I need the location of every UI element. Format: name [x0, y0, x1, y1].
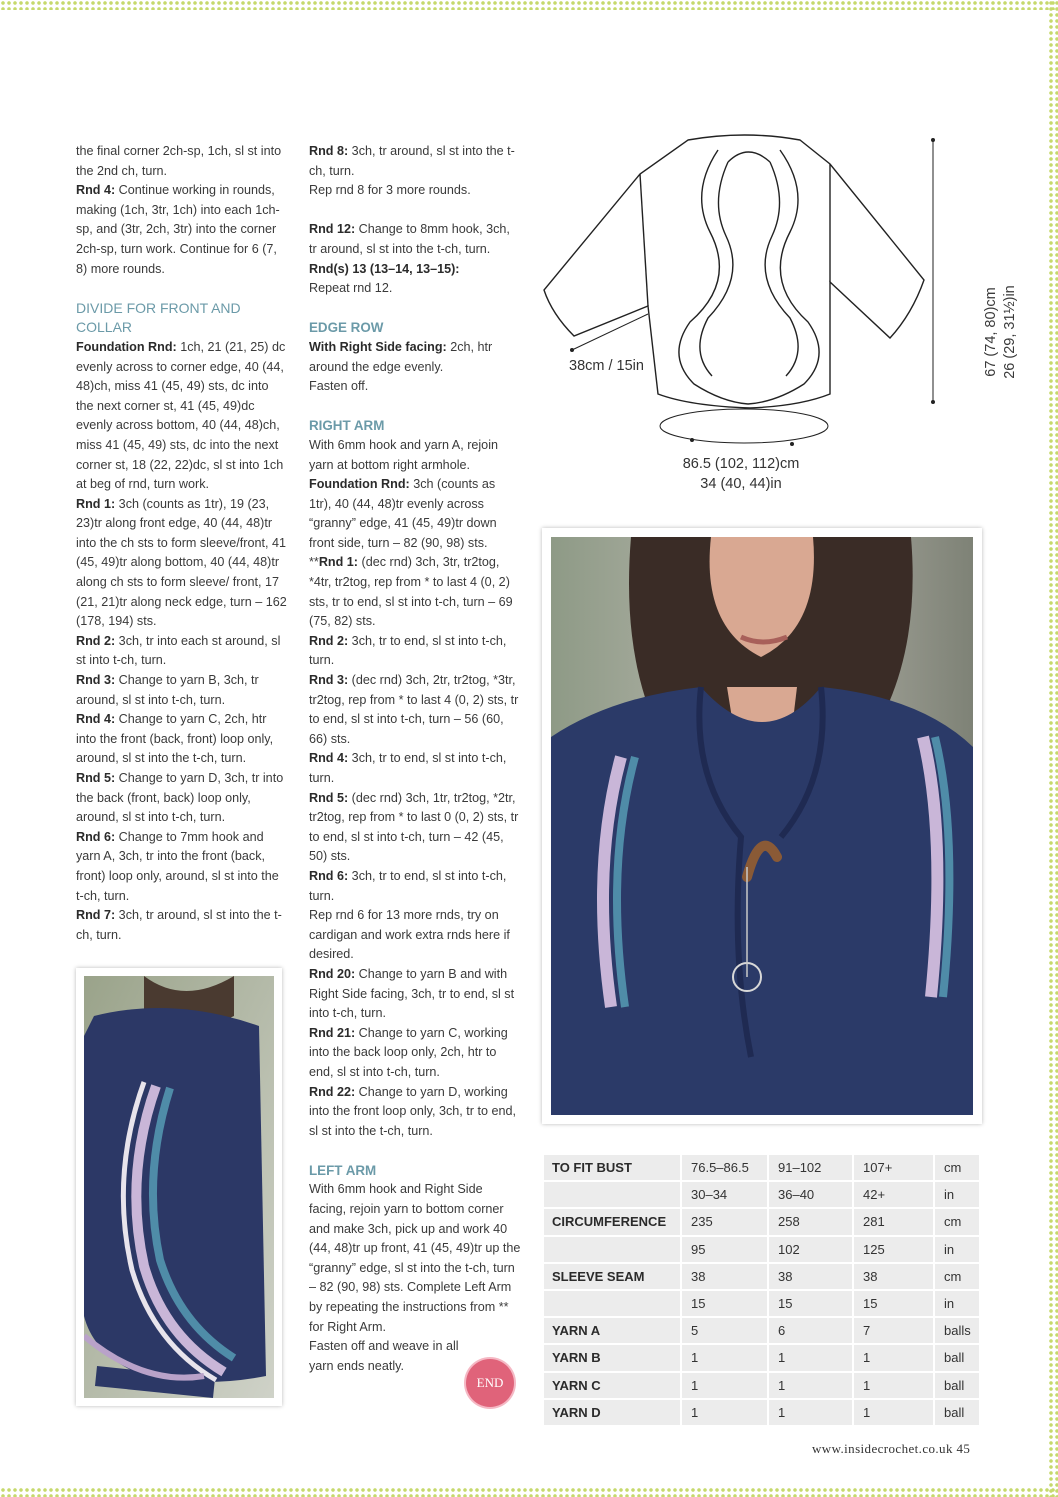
length-dot-bottom — [931, 400, 935, 404]
size-table-cell-v2: 15 — [769, 1291, 854, 1318]
sleeve-dot — [570, 348, 574, 352]
circ-dot-left — [690, 438, 694, 442]
size-table-cell-v1: 95 — [682, 1237, 769, 1264]
size-table-cell-unit: cm — [935, 1209, 981, 1236]
rnd8-repeat: Rep rnd 8 for 3 more rounds. — [309, 183, 471, 198]
size-table-cell-v3: 107+ — [854, 1155, 935, 1182]
size-table-cell-v2: 1 — [769, 1373, 854, 1400]
size-table-cell-label — [544, 1291, 682, 1318]
size-table-cell-v3: 1 — [854, 1373, 935, 1400]
size-table-cell-v2: 38 — [769, 1264, 854, 1291]
length-dot-top — [931, 138, 935, 142]
size-table-cell-v1: 30–34 — [682, 1182, 769, 1209]
divide-heading: DIVIDE FOR FRONT AND COLLAR — [76, 299, 241, 336]
size-table-row — [544, 1400, 981, 1427]
size-table-row — [544, 1291, 981, 1318]
decorative-dot-border-right — [1048, 0, 1058, 1497]
size-table-cell-v3: 1 — [854, 1345, 935, 1372]
size-table-cell-v2: 6 — [769, 1318, 854, 1345]
ra-rnd6: Rnd 6: 3ch, tr to end, sl st into t-ch, turn. — [309, 868, 507, 903]
sleeve-measurement: 38cm / 15in — [569, 358, 644, 374]
ra-rnd5: Rnd 5: (dec rnd) 3ch, 1tr, tr2tog, *2tr, tr2tog, rep from * to last 0 (0, 2) sts, tr to end, sl st into t-ch, turn – 42 (45, 50) sts. — [309, 790, 519, 864]
left-arm-heading: LEFT ARM — [309, 1162, 377, 1178]
size-table-cell-v3: 1 — [854, 1400, 935, 1427]
size-table-cell-v2: 1 — [769, 1345, 854, 1372]
intro-text: the final corner 2ch-sp, 1ch, sl st into the 2nd ch, turn. — [76, 144, 282, 178]
rnd3-instruction: Rnd 3: Change to yarn B, 3ch, tr around, sl st into t-ch, turn. — [76, 673, 259, 707]
size-table-row — [544, 1237, 981, 1264]
size-table-cell-unit: balls — [935, 1318, 981, 1345]
size-table-cell-v2: 36–40 — [769, 1182, 854, 1209]
size-table-cell-unit: in — [935, 1182, 981, 1209]
size-table-cell-v3: 125 — [854, 1237, 935, 1264]
size-table-cell-v1: 1 — [682, 1345, 769, 1372]
size-table-cell-label — [544, 1182, 682, 1209]
ra-foundation: Foundation Rnd: 3ch (counts as 1tr), 40 (44, 48)tr evenly across “granny” edge, 41 (45, 49)tr down front side, turn – 82 (90, 98) sts. — [309, 477, 497, 550]
size-table-cell-label: SLEEVE SEAM — [544, 1264, 682, 1291]
sleeve-seam-left — [640, 174, 648, 306]
rnd5-instruction: Rnd 5: Change to yarn D, 3ch, tr into the back (front, back) loop only, around, sl st into t-ch, turn. — [76, 771, 284, 825]
rnd13-label: Rnd(s) 13 (13–14, 13–15): — [309, 261, 460, 276]
size-table-cell-unit: cm — [935, 1264, 981, 1291]
edge-row-instruction: With Right Side facing: 2ch, htr around the edge evenly. — [309, 339, 493, 374]
ra-rnd1: **Rnd 1: (dec rnd) 3ch, 3tr, tr2tog, *4tr, tr2tog, rep from * to last 4 (0, 2) sts, tr to end, sl st into t-ch, turn – 69 (75, 82) sts. — [309, 555, 513, 629]
size-table-cell-v1: 38 — [682, 1264, 769, 1291]
size-table-cell-v3: 7 — [854, 1318, 935, 1345]
ra-rnd22: Rnd 22: Change to yarn D, working into the front loop only, 3ch, tr to end, sl st into the t-ch, turn. — [309, 1084, 516, 1138]
size-table-row — [544, 1264, 981, 1291]
size-table-cell-v1: 235 — [682, 1209, 769, 1236]
decorative-dot-border-top — [0, 0, 1058, 10]
size-table-cell-v3: 15 — [854, 1291, 935, 1318]
left-arm-text: With 6mm hook and Right Side facing, rejoin yarn to bottom corner and make 3ch, pick up and work 40 (44, 48)tr up front, 41 (45, 49)tr up the “granny” edge, sl st into the t-ch, turn – 82 (90, 98) sts. Complete Left Arm by repeating the instructions from ** for Right Arm. — [309, 1182, 521, 1334]
right-arm-intro: With 6mm hook and yarn A, rejoin yarn at bottom right armhole. — [309, 437, 498, 472]
collar-curve-right-outer — [748, 150, 819, 404]
garment-schematic — [540, 132, 1018, 502]
rnd4-instruction: Rnd 4: Continue working in rounds, making (1ch, 3tr, 1ch) into each 1ch-sp, and (3tr, 2ch, 3tr) into the corner 2ch-sp, turn work. Continue for 6 (7, 8) more rounds. — [76, 183, 280, 276]
collar-curve-left-inner — [700, 162, 733, 376]
size-table-cell-v2: 258 — [769, 1209, 854, 1236]
edge-row-heading: EDGE ROW — [309, 320, 384, 336]
size-table-row — [544, 1373, 981, 1400]
rnd13-text: Repeat rnd 12. — [309, 281, 393, 296]
size-table-cell-label: TO FIT BUST — [544, 1155, 682, 1182]
foundation-rnd: Foundation Rnd: 1ch, 21 (21, 25) dc evenly across to corner edge, 40 (44, 48)ch, miss 41 (45, 49) sts, dc into the next corner st, 41 (45, 49)dc evenly across bottom, 40 (44, 48)ch, miss 41 (45, 49) sts, dc into the next corner st, 18 (22, 22)dc, sl st into 1ch at beg of rnd, turn work. — [76, 339, 286, 492]
pattern-column-1 — [76, 142, 288, 945]
front-view-illustration — [551, 537, 973, 1115]
size-table-cell-unit: ball — [935, 1400, 981, 1427]
size-table-cell-unit: ball — [935, 1373, 981, 1400]
rnd8-instruction: Rnd 8: 3ch, tr around, sl st into the t-ch, turn. — [309, 144, 515, 178]
size-table-cell-v1: 1 — [682, 1373, 769, 1400]
size-table — [544, 1155, 981, 1427]
size-table-cell-label: YARN C — [544, 1373, 682, 1400]
size-table-cell-label — [544, 1237, 682, 1264]
size-table-cell-v1: 76.5–86.5 — [682, 1155, 769, 1182]
rnd1-instruction: Rnd 1: 3ch (counts as 1tr), 19 (23, 23)tr along front edge, 40 (44, 48)tr into the ch sts to form sleeve/front, 41 (45, 49)tr along bottom, 40 (44, 48)tr along ch sts to form sleeve/ front, 17 (21, 21)tr along neck edge, turn – 162 (178, 194) sts. — [76, 496, 287, 629]
size-table-cell-v3: 42+ — [854, 1182, 935, 1209]
rnd4b-instruction: Rnd 4: Change to yarn C, 2ch, htr into the front (back, front) loop only, around, sl st into the t-ch, turn. — [76, 712, 274, 766]
end-badge: END — [466, 1359, 514, 1407]
schematic-drawing — [540, 132, 980, 502]
photo-back-view — [76, 968, 282, 1406]
size-table-row — [544, 1155, 981, 1182]
size-table-cell-unit: in — [935, 1237, 981, 1264]
circumference-measurement: 86.5 (102, 112)cm 34 (40, 44)in — [682, 456, 800, 492]
size-table-cell-label: YARN A — [544, 1318, 682, 1345]
size-table-cell-v1: 15 — [682, 1291, 769, 1318]
size-table-cell-unit: in — [935, 1291, 981, 1318]
size-table-row — [544, 1182, 981, 1209]
ra-rnd4: Rnd 4: 3ch, tr to end, sl st into t-ch, turn. — [309, 751, 507, 785]
edge-fasten: Fasten off. — [309, 379, 369, 394]
left-arm-fasten: Fasten off and weave in all yarn ends neatly. — [309, 1339, 459, 1373]
size-table-cell-v1: 1 — [682, 1400, 769, 1427]
rnd7-instruction: Rnd 7: 3ch, tr around, sl st into the t-ch, turn. — [76, 908, 282, 942]
size-table-cell-label: YARN B — [544, 1345, 682, 1372]
size-table-cell-label: CIRCUMFERENCE — [544, 1209, 682, 1236]
ra-rnd21: Rnd 21: Change to yarn C, working into the back loop only, 2ch, htr to end, sl st into t-ch, turn. — [309, 1025, 508, 1079]
rnd12-instruction: Rnd 12: Change to 8mm hook, 3ch, tr around, sl st into the t-ch, turn. — [309, 222, 510, 256]
right-arm-heading: RIGHT ARM — [309, 418, 385, 434]
collar-top-curve — [728, 152, 770, 162]
collar-curve-right-inner — [765, 162, 798, 376]
circ-dot-right — [790, 442, 794, 446]
length-measurement: 67 (74, 80)cm 26 (29, 31½)in — [983, 285, 1018, 379]
size-table-cell-v3: 281 — [854, 1209, 935, 1236]
photo-front-view — [542, 528, 982, 1124]
size-table-cell-v3: 38 — [854, 1264, 935, 1291]
size-table-cell-v2: 1 — [769, 1400, 854, 1427]
ra-repeat: Rep rnd 6 for 13 more rnds, try on cardigan and work extra rnds here if desired. — [309, 908, 510, 962]
rnd6-instruction: Rnd 6: Change to 7mm hook and yarn A, 3ch, tr into the front (back, front) loop only, around, sl st into the t-ch, turn. — [76, 829, 279, 903]
ra-rnd2: Rnd 2: 3ch, tr to end, sl st into t-ch, turn. — [309, 633, 507, 668]
size-table-cell-unit: ball — [935, 1345, 981, 1372]
size-table-cell-v2: 102 — [769, 1237, 854, 1264]
rnd2-instruction: Rnd 2: 3ch, tr into each st around, sl st into t-ch, turn. — [76, 633, 281, 668]
pattern-column-2 — [309, 142, 521, 1376]
size-table-row — [544, 1318, 981, 1345]
ra-rnd3: Rnd 3: (dec rnd) 3ch, 2tr, tr2tog, *3tr, tr2tog, rep from * to last 4 (0, 2) sts, tr to end, sl st into t-ch, turn – 56 (60, 66) sts. — [309, 673, 519, 746]
size-table-cell-label: YARN D — [544, 1400, 682, 1427]
decorative-dot-border-bottom — [0, 1487, 1058, 1497]
collar-curve-left-outer — [679, 150, 748, 404]
back-view-illustration — [84, 976, 274, 1398]
size-table-row — [544, 1345, 981, 1372]
size-table-cell-v2: 91–102 — [769, 1155, 854, 1182]
size-table-cell-v1: 5 — [682, 1318, 769, 1345]
footer-url: www.insidecrochet.co.uk 45 — [812, 1441, 971, 1456]
circumference-ellipse — [660, 409, 828, 443]
size-table-row — [544, 1209, 981, 1236]
ra-rnd20: Rnd 20: Change to yarn B and with Right Side facing, 3ch, tr to end, sl st into t-ch, turn. — [309, 966, 515, 1021]
size-table-cell-unit: cm — [935, 1155, 981, 1182]
